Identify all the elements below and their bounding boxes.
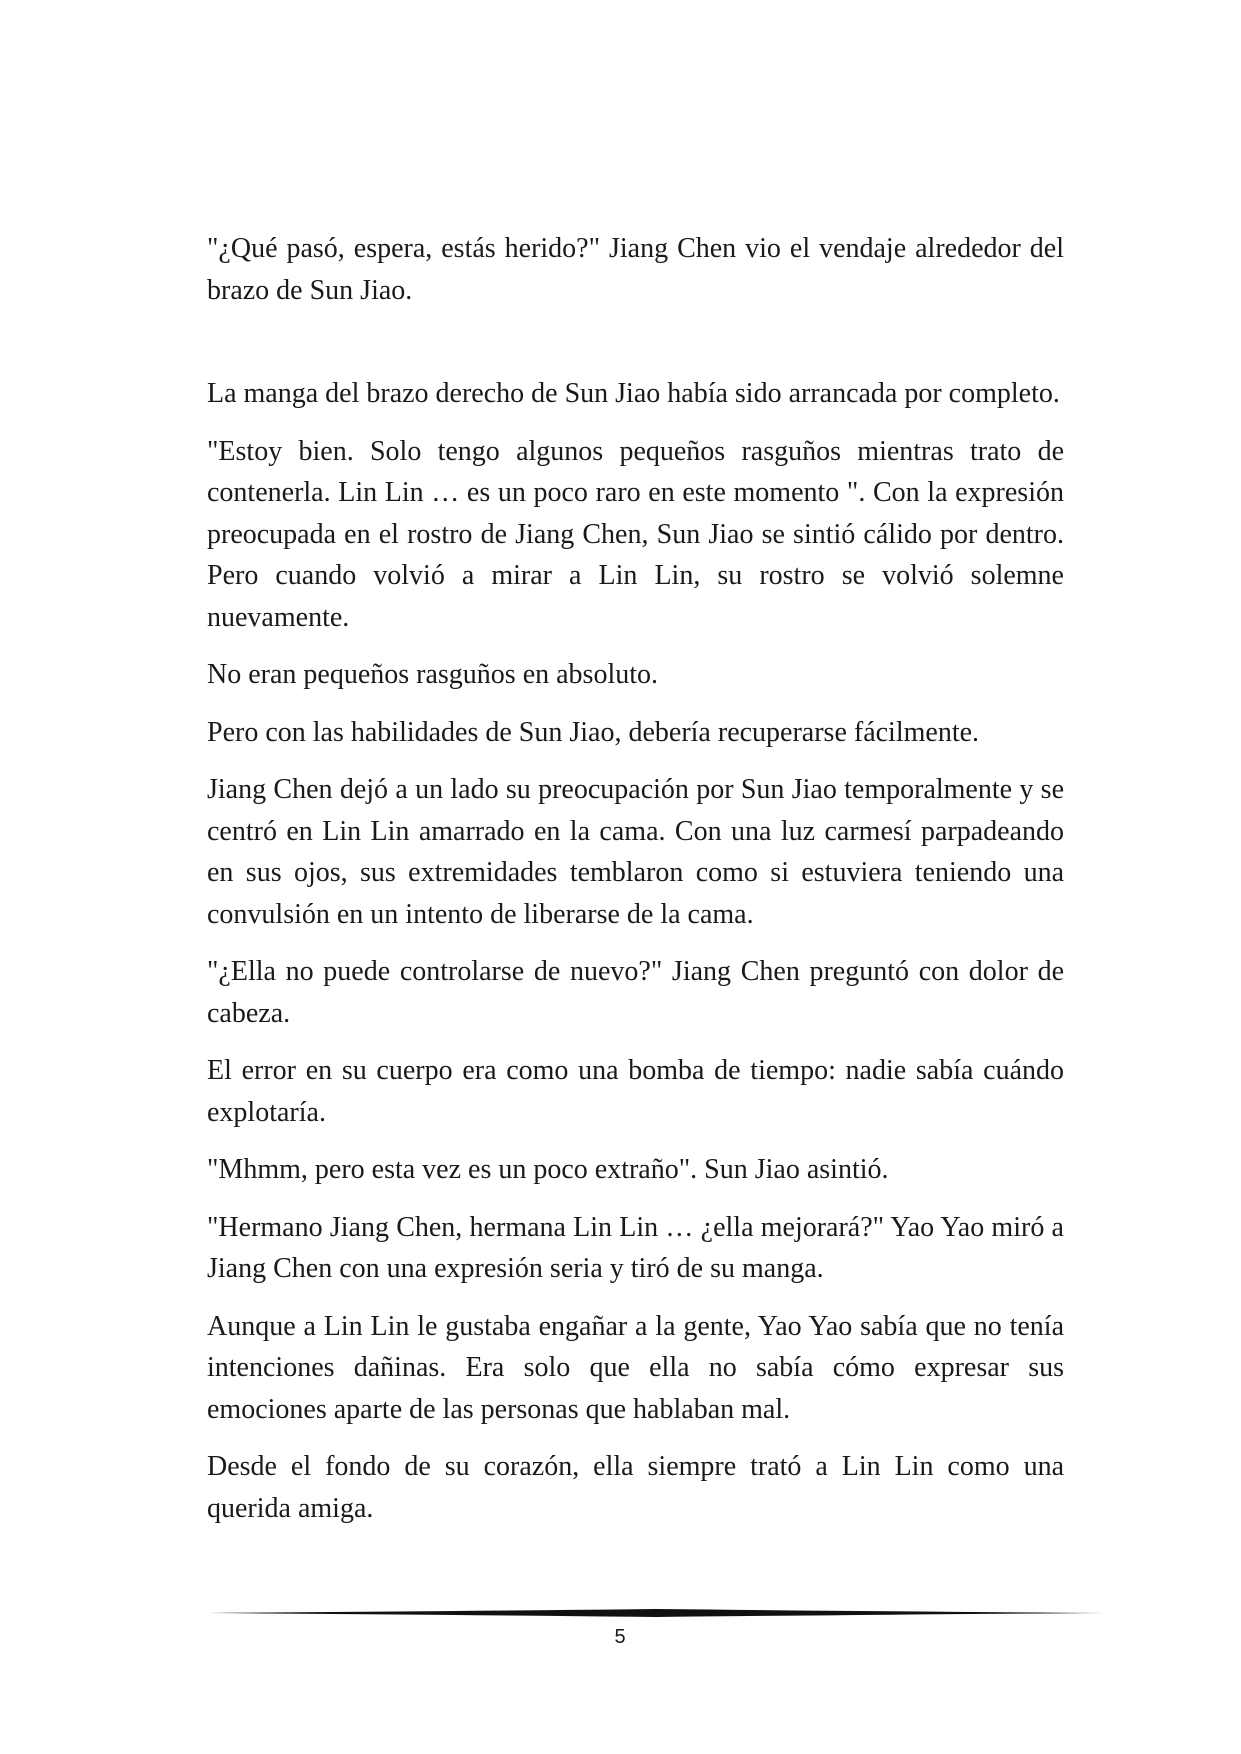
paragraph: La manga del brazo derecho de Sun Jiao había sido arrancada por completo. [207, 378, 1060, 409]
paragraph: "Estoy bien. Solo tengo algunos pequeños rasguños mientras trato de contenerla. Lin Lin … es un poco raro en este momento ". Con la expresión preocupada en el rostro de Jiang Chen, Sun Jiao se sintió cálido por dentro. Pero cuando volvió a mirar a Lin Lin, su rostro se volvió solemne nuevamente. [207, 435, 1064, 633]
paragraph: El error en su cuerpo era como una bomba de tiempo: nadie sabía cuándo explotaría. [207, 1055, 1064, 1128]
paragraph: Jiang Chen dejó a un lado su preocupación por Sun Jiao temporalmente y se centró en Lin Lin amarrado en la cama. Con una luz carmesí parpadeando en sus ojos, sus extremidades temblaron como si estuviera teniendo una convulsión en un intento de liberarse de la cama. [207, 774, 1064, 930]
body-text [207, 228, 1064, 1545]
paragraph: "Mhmm, pero esta vez es un poco extraño". Sun Jiao asintió. [207, 1154, 889, 1185]
paragraph: "¿Ella no puede controlarse de nuevo?" Jiang Chen preguntó con dolor de cabeza. [207, 956, 1064, 1029]
paragraph: No eran pequeños rasguños en absoluto. [207, 659, 659, 690]
paragraph: "¿Qué pasó, espera, estás herido?" Jiang Chen vio el vendaje alrededor del brazo de Sun Jiao. [207, 233, 1064, 306]
footer-divider [207, 1606, 1105, 1620]
page-number: 5 [614, 1626, 626, 1648]
paragraph: Pero con las habilidades de Sun Jiao, debería recuperarse fácilmente. [207, 716, 980, 748]
paragraph: "Hermano Jiang Chen, hermana Lin Lin … ¿ella mejorará?" Yao Yao miró a Jiang Chen con una expresión seria y tiró de su manga. [207, 1211, 1064, 1284]
paragraph: Aunque a Lin Lin le gustaba engañar a la gente, Yao Yao sabía que no tenía intenciones dañinas. Era solo que ella no sabía cómo expresar sus emociones aparte de las personas que hablaban mal. [207, 1310, 1064, 1425]
paragraph: Desde el fondo de su corazón, ella siempre trató a Lin Lin como una querida amiga. [207, 1451, 1064, 1524]
